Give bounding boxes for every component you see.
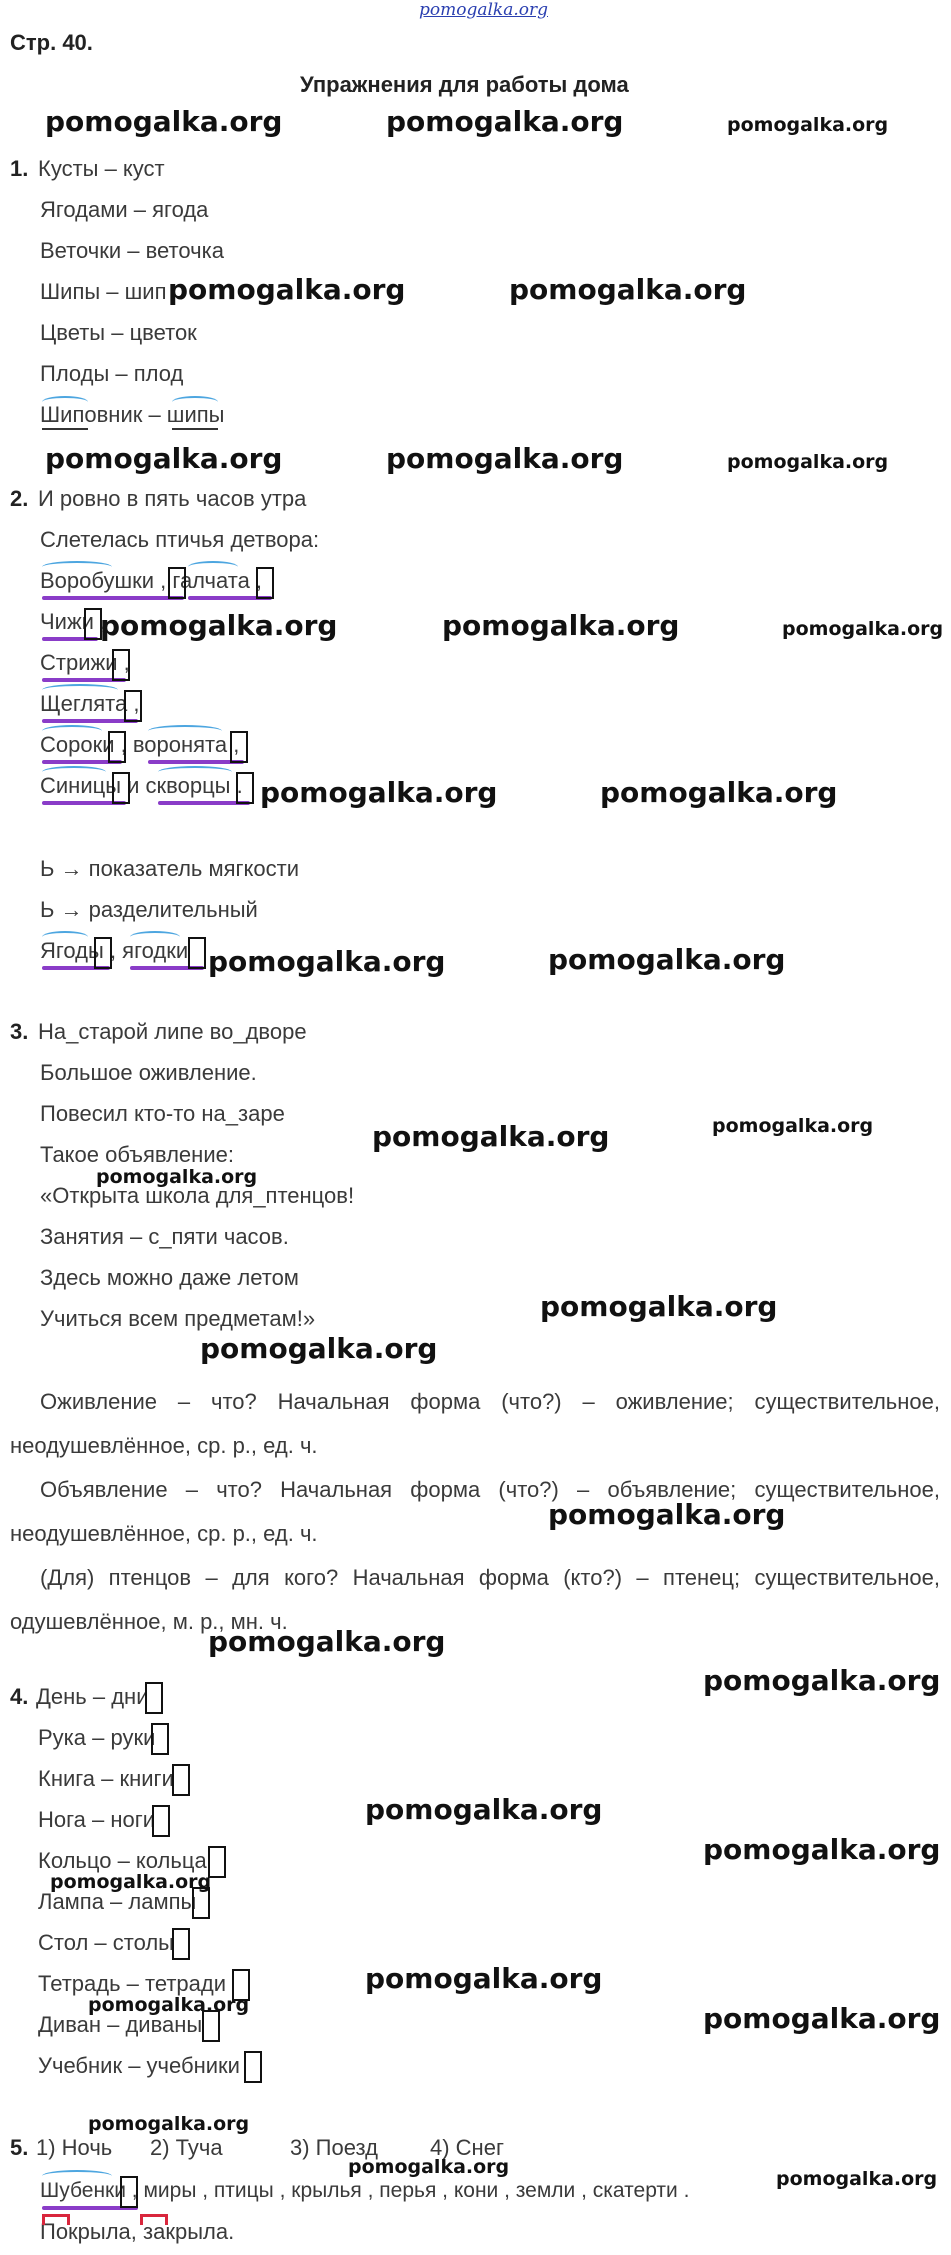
section-title: Упражнения для работы дома [300, 72, 629, 97]
ex4-line: Рука – руки [38, 1725, 156, 1750]
ex3-line: Здесь можно даже летом [40, 1265, 299, 1290]
ex4-line: Тетрадь – тетради [38, 1971, 227, 1996]
ex2-line: Синицы и скворцы . [40, 773, 243, 798]
ex3-line: Занятия – с_пяти часов. [40, 1224, 289, 1249]
watermark: pomogalka.org [600, 776, 838, 809]
exercise-number: 2. [10, 486, 29, 511]
ex1-line: Цветы – цветок [40, 320, 197, 345]
ending-box [236, 772, 254, 804]
root-arc-mark [42, 725, 102, 737]
ex5-option: 3) Поезд [290, 2135, 378, 2160]
watermark: pomogalka.org [509, 273, 747, 306]
ex2-line: Щеглята , [40, 691, 140, 716]
ending-box [192, 1887, 210, 1919]
ex4-line: Книга – книги [38, 1766, 174, 1791]
root-underline [42, 428, 88, 430]
watermark: pomogalka.org [96, 1166, 258, 1188]
watermark: pomogalka.org [200, 1332, 438, 1365]
ending-box [120, 2176, 138, 2208]
root-arc-mark [172, 396, 218, 408]
ending-box [230, 731, 248, 763]
ex4-line: Диван – диваны [38, 2012, 203, 2037]
watermark: pomogalka.org [88, 2113, 250, 2135]
ex3-paragraph: Объявление – что? Начальная форма (что?) – объявление; существительное, неодушевлённое, ср. р., ед. ч. [10, 1477, 940, 1546]
ex2-line: Ь → разделительный [40, 897, 258, 922]
exercise-number: 3. [10, 1019, 29, 1044]
ex4-line: Стол – столы [38, 1930, 174, 1955]
ending-box [256, 567, 274, 599]
ex2-line: Ягоды , ягодки [40, 938, 189, 963]
watermark: pomogalka.org [386, 105, 624, 138]
exercise-number: 1. [10, 156, 29, 181]
ex2-line: Стрижи , [40, 650, 130, 675]
exercise-number: 5. [10, 2135, 29, 2160]
ex3-paragraph: Оживление – что? Начальная форма (что?) – оживление; существительное, неодушевлённое, ср. р., ед. ч. [10, 1389, 940, 1458]
watermark: pomogalka.org [45, 442, 283, 475]
exercise-number: 4. [10, 1684, 29, 1709]
root-arc-mark [148, 725, 222, 737]
watermark: pomogalka.org [372, 1120, 610, 1153]
ending-box [172, 1764, 190, 1796]
root-arc-mark [42, 766, 106, 778]
ending-box [108, 731, 126, 763]
ex5-line: Покрыла, закрыла. [40, 2219, 235, 2244]
ending-box [202, 2010, 220, 2042]
watermark: pomogalka.org [776, 2168, 938, 2190]
root-arc-mark [158, 766, 232, 778]
ex2-line: Сороки , воронята , [40, 732, 240, 757]
ex3-line: Такое объявление: [40, 1142, 234, 1167]
ex1-line: Шиповник – шипы [40, 402, 225, 427]
ex2-line: Ь → показатель мягкости [40, 856, 300, 881]
ex1-line: Ягодами – ягода [40, 197, 209, 222]
root-arc-mark [42, 684, 118, 696]
ex2-line: И ровно в пять часов утра [38, 486, 307, 511]
root-arc-mark [42, 2170, 112, 2182]
page-header: Стр. 40. [10, 30, 93, 55]
ending-box [172, 1928, 190, 1960]
ex4-line: Учебник – учебники [38, 2053, 240, 2078]
watermark: pomogalka.org [727, 451, 889, 473]
root-arc-mark [42, 396, 88, 408]
ex2-line: Воробушки , галчата , [40, 568, 263, 593]
ex3-line: Большое оживление. [40, 1060, 257, 1085]
watermark: pomogalka.org [88, 1994, 250, 2016]
ex2-line: Чижи , [40, 609, 107, 634]
ex5-option: 1) Ночь [36, 2135, 113, 2160]
watermark: pomogalka.org [260, 776, 498, 809]
ex5-option: 4) Снег [430, 2135, 504, 2160]
ex5-option: 2) Туча [150, 2135, 223, 2160]
ending-box [151, 1723, 169, 1755]
ending-box [244, 2051, 262, 2083]
ex3-line: Учиться всем предметам!» [40, 1306, 316, 1331]
ex4-line: Кольцо – кольца [38, 1848, 207, 1873]
root-arc-mark [188, 561, 238, 573]
watermark: pomogalka.org [548, 1498, 786, 1531]
watermark: pomogalka.org [45, 105, 283, 138]
watermark: pomogalka.org [168, 273, 406, 306]
ex3-line: Повесил кто-то на_заре [40, 1101, 285, 1126]
ending-box [124, 690, 142, 722]
ex4-line: Нога – ноги [38, 1807, 156, 1832]
watermark: pomogalka.org [348, 2156, 510, 2178]
watermark: pomogalka.org [100, 609, 338, 642]
watermark: pomogalka.org [208, 1625, 446, 1658]
watermark: pomogalka.org [50, 1871, 212, 1893]
ending-box [168, 567, 186, 599]
subject-underline [42, 596, 184, 600]
watermark: pomogalka.org [703, 1833, 941, 1866]
root-underline [172, 428, 218, 430]
watermark: pomogalka.org [442, 609, 680, 642]
watermark: pomogalka.org [703, 1664, 941, 1697]
watermark: pomogalka.org [782, 618, 944, 640]
ending-box [112, 649, 130, 681]
watermark: pomogalka.org [540, 1290, 778, 1323]
ex1-line: Кусты – куст [38, 156, 165, 181]
prefix-bracket-mark [42, 2214, 70, 2225]
ending-box [112, 772, 130, 804]
ex5-line: Шубенки , миры , птицы , крылья , перья , кони , земли , скатерти . [40, 2179, 690, 2202]
ex4-line: День – дни [36, 1684, 149, 1709]
top-watermark[interactable]: pomogalka.org [419, 0, 549, 20]
ex2-line: Слетелась птичья детвора: [40, 527, 320, 552]
watermark: pomogalka.org [365, 1793, 603, 1826]
watermark: pomogalka.org [703, 2002, 941, 2035]
ex3-line: «Открыта школа для_птенцов! [40, 1183, 355, 1208]
watermark: pomogalka.org [208, 945, 446, 978]
root-arc-mark [130, 931, 180, 943]
root-arc-mark [42, 931, 88, 943]
ending-box [145, 1682, 163, 1714]
ex1-line: Плоды – плод [40, 361, 184, 386]
ex1-line: Веточки – веточка [40, 238, 224, 263]
prefix-bracket-mark [140, 2214, 168, 2225]
watermark: pomogalka.org [365, 1962, 603, 1995]
ex3-line: На_старой липе во_дворе [38, 1019, 307, 1044]
watermark: pomogalka.org [712, 1115, 874, 1137]
ending-box [152, 1805, 170, 1837]
watermark: pomogalka.org [548, 943, 786, 976]
ex4-line: Лампа – лампы [38, 1889, 197, 1914]
root-arc-mark [42, 561, 112, 573]
ex1-line: Шипы – шип [40, 279, 167, 304]
watermark: pomogalka.org [727, 114, 889, 136]
watermark: pomogalka.org [386, 442, 624, 475]
ex3-paragraph: (Для) птенцов – для кого? Начальная форма (кто?) – птенец; существительное, одушевлённое, м. р., мн. ч. [10, 1565, 940, 1634]
ending-box [94, 937, 112, 969]
ending-box [188, 937, 206, 969]
